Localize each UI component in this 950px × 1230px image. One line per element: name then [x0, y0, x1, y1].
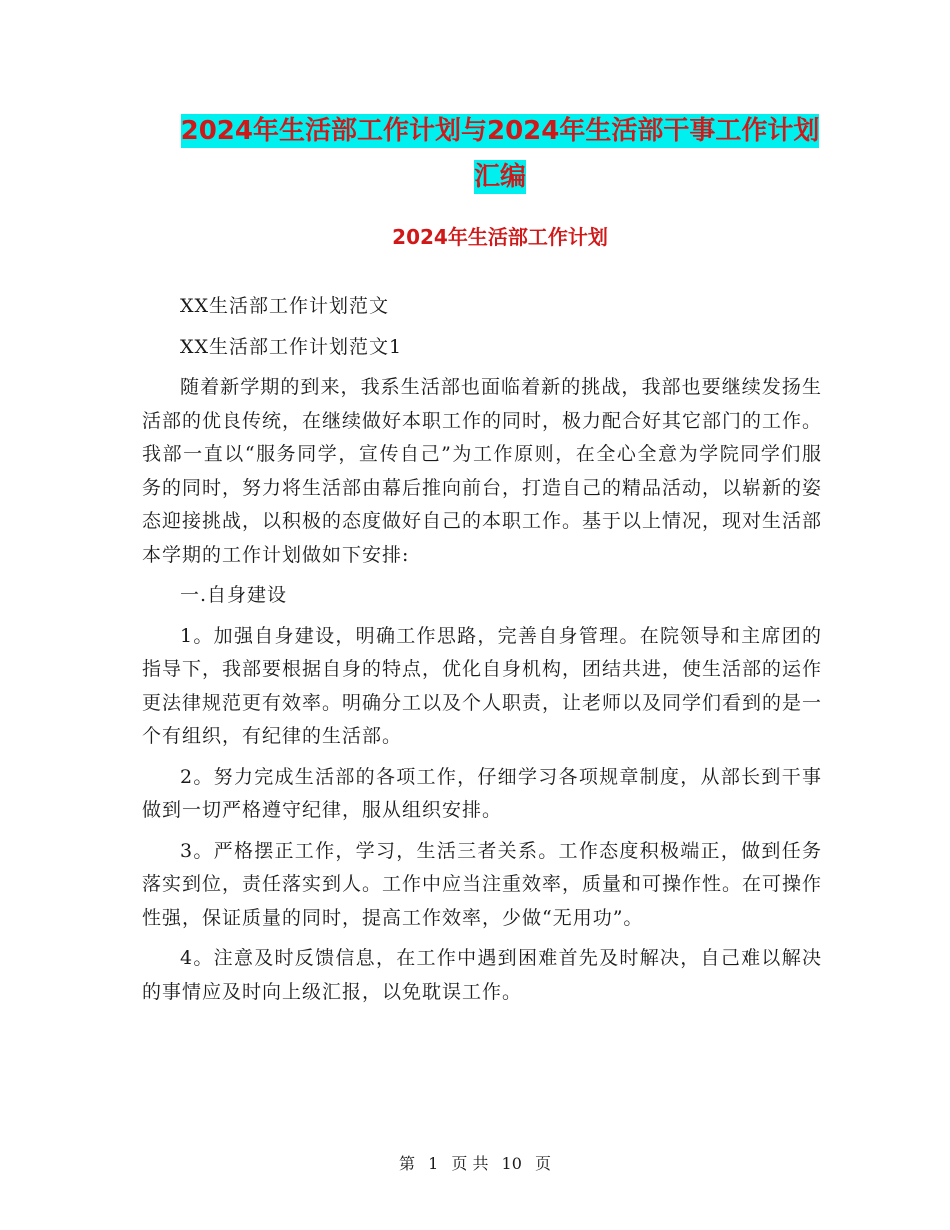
paragraph: 3。严格摆正工作，学习，生活三者关系。工作态度积极端正，做到任务落实到位，责任落实到人。工作中应当注重效率，质量和可操作性。在可操作性强，保证质量的同时，提高工作效率，少做“无用功”。	[142, 839, 823, 929]
page-mid: 页 共	[451, 1154, 489, 1173]
section-title: 2024年生活部工作计划	[392, 225, 608, 249]
total-pages: 10	[501, 1154, 522, 1173]
page-number: 1	[428, 1154, 439, 1173]
paragraph: XX生活部工作计划范文1	[180, 335, 403, 358]
paragraph: 一.自身建设	[180, 584, 288, 606]
document-body	[142, 290, 822, 1016]
page-suffix: 页	[535, 1154, 552, 1173]
paragraph: 2。努力完成生活部的各项工作，仔细学习各项规章制度，从部长到干事做到一切严格遵守纪律，服从组织安排。	[142, 765, 822, 821]
paragraph: 1。加强自身建设，明确工作思路，完善自身管理。在院领导和主席团的指导下，我部要根据自身的特点，优化自身机构，团结共进，使生活部的运作更法律规范更有效率。明确分工以及个人职责，让老师以及同学们看到的是一个有组织，有纪律的生活部。	[142, 624, 823, 747]
document-title-line-1: 2024年生活部工作计划与2024年生活部干事工作计划	[180, 116, 820, 146]
document-title-line-2: 汇编	[473, 162, 526, 192]
document-title	[140, 108, 860, 200]
paragraph: 随着新学期的到来，我系生活部也面临着新的挑战，我部也要继续发扬生活部的优良传统，在继续做好本职工作的同时，极力配合好其它部门的工作。我部一直以“服务同学，宣传自己”为工作原则，在全心全意为学院同学们服务的同时，努力将生活部由幕后推向前台，打造自己的精品活动，以崭新的姿态迎接挑战，以积极的态度做好自己的本职工作。基于以上情况，现对生活部本学期的工作计划做如下安排:	[142, 376, 823, 566]
paragraph: XX生活部工作计划范文	[180, 295, 390, 317]
page-footer	[0, 1152, 950, 1176]
paragraph: 4。注意及时反馈信息，在工作中遇到困难首先及时解决，自己难以解决的事情应及时向上级汇报，以免耽误工作。	[142, 947, 822, 1003]
page-prefix: 第	[398, 1154, 415, 1173]
